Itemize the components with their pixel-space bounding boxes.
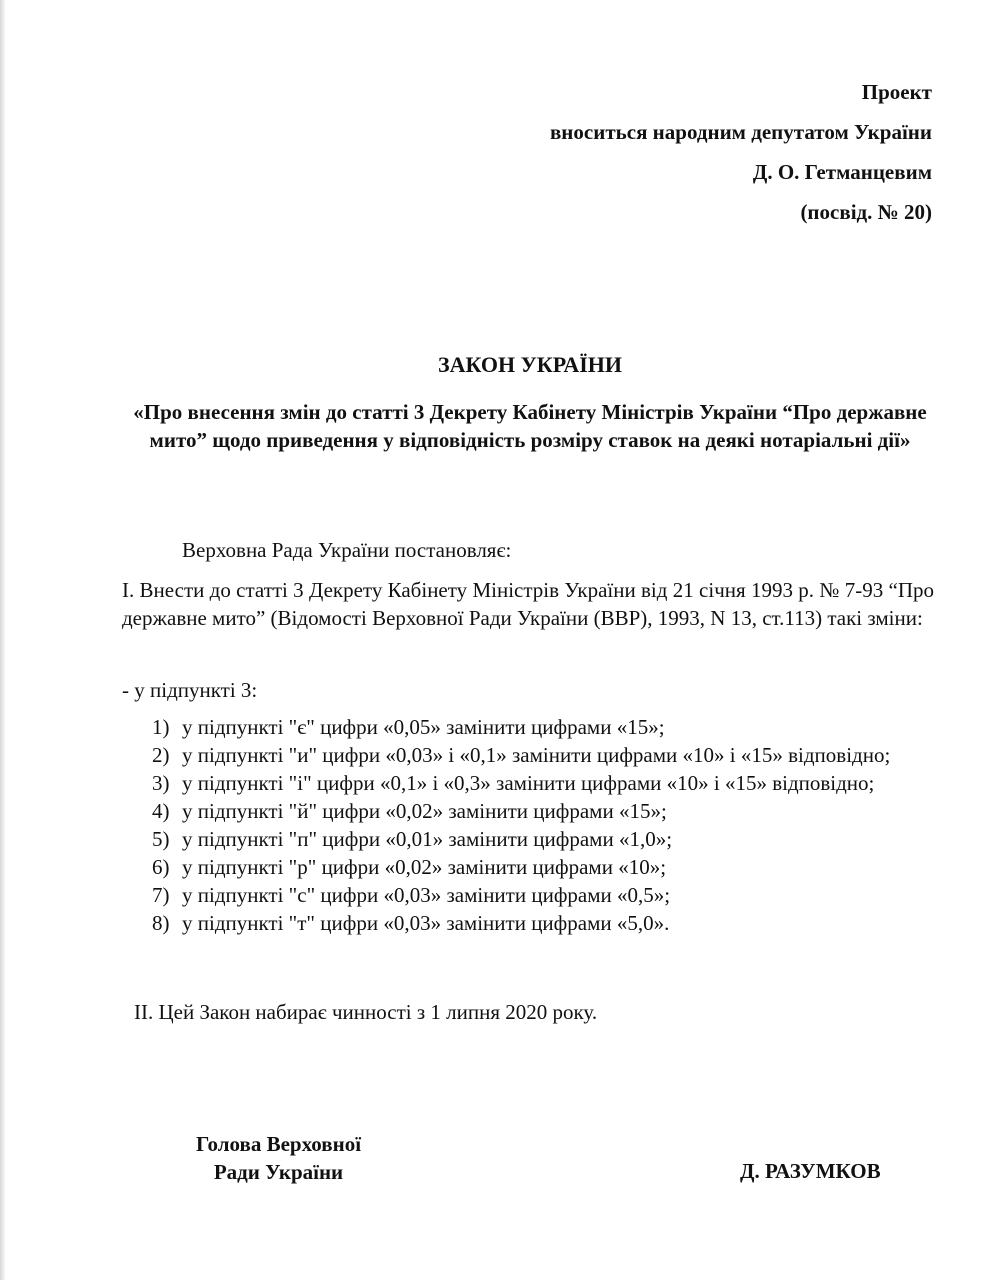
- header-certificate: (посвід. № 20): [800, 200, 932, 224]
- item-text: у підпункті "т" цифри «0,03» замінити цифрами «5,0».: [182, 911, 670, 935]
- document-header: [550, 72, 932, 232]
- item-number: 7): [152, 883, 170, 907]
- list-item: [122, 909, 934, 937]
- item-number: 6): [152, 855, 170, 879]
- signatory-name: Д. РАЗУМКОВ: [740, 1159, 881, 1183]
- section-2: II. Цей Закон набирає чинності з 1 липня 2020 року.: [134, 1000, 598, 1024]
- list-item: [122, 881, 934, 909]
- section-1: I. Внести до статті 3 Декрету Кабінету Міністрів України від 21 січня 1993 р. № 7-93 “Про державне мито” (Відомості Верховної Ради України (ВВР), 1993, N 13, ст.113) такі зміни:: [122, 578, 934, 630]
- item-number: 1): [152, 715, 170, 739]
- header-submitted-by: вноситься народним депутатом України: [549, 120, 932, 144]
- item-number: 3): [152, 771, 170, 795]
- item-text: у підпункті "с" цифри «0,03» замінити цифрами «0,5»;: [182, 883, 671, 907]
- preamble: Верховна Рада України постановляє:: [182, 538, 512, 562]
- item-number: 8): [152, 911, 170, 935]
- item-text: у підпункті "є" цифри «0,05» замінити цифрами «15»;: [182, 715, 665, 739]
- item-text: у підпункті "й" цифри «0,02» замінити цифрами «15»;: [182, 799, 667, 823]
- list-item: [122, 741, 934, 769]
- signatory-position: [196, 1130, 361, 1186]
- signatory-position-line1: Голова Верховної: [196, 1132, 362, 1156]
- law-subtitle: «Про внесення змін до статті 3 Декрету Кабінету Міністрів України “Про державне мито” щодо приведення у відповідність розміру ставок на деякі нотаріальні дії»: [133, 400, 927, 452]
- header-deputy-name: Д. О. Гетманцевим: [752, 160, 932, 184]
- item-number: 2): [152, 743, 170, 767]
- amendment-list: [122, 713, 934, 937]
- signatory-position-line2: Ради України: [213, 1160, 344, 1184]
- law-title: ЗАКОН УКРАЇНИ: [437, 352, 623, 377]
- list-item: [122, 825, 934, 853]
- item-text: у підпункті "р" цифри «0,02» замінити цифрами «10»;: [182, 855, 667, 879]
- item-text: у підпункті "і" цифри «0,1» і «0,3» замінити цифрами «10» і «15» відповідно;: [182, 771, 875, 795]
- item-text: у підпункті "п" цифри «0,01» замінити цифрами «1,0»;: [182, 827, 673, 851]
- list-item: [122, 713, 934, 741]
- item-number: 5): [152, 827, 170, 851]
- list-item: [122, 853, 934, 881]
- header-project-label: Проект: [861, 80, 932, 104]
- list-item: [122, 797, 934, 825]
- item-number: 4): [152, 799, 170, 823]
- page-edge: [0, 0, 6, 1280]
- list-item: [122, 769, 934, 797]
- item-text: у підпункті "и" цифри «0,03» і «0,1» замінити цифрами «10» і «15» відповідно;: [182, 743, 891, 767]
- subpoint-intro: - у підпункті 3:: [122, 678, 258, 702]
